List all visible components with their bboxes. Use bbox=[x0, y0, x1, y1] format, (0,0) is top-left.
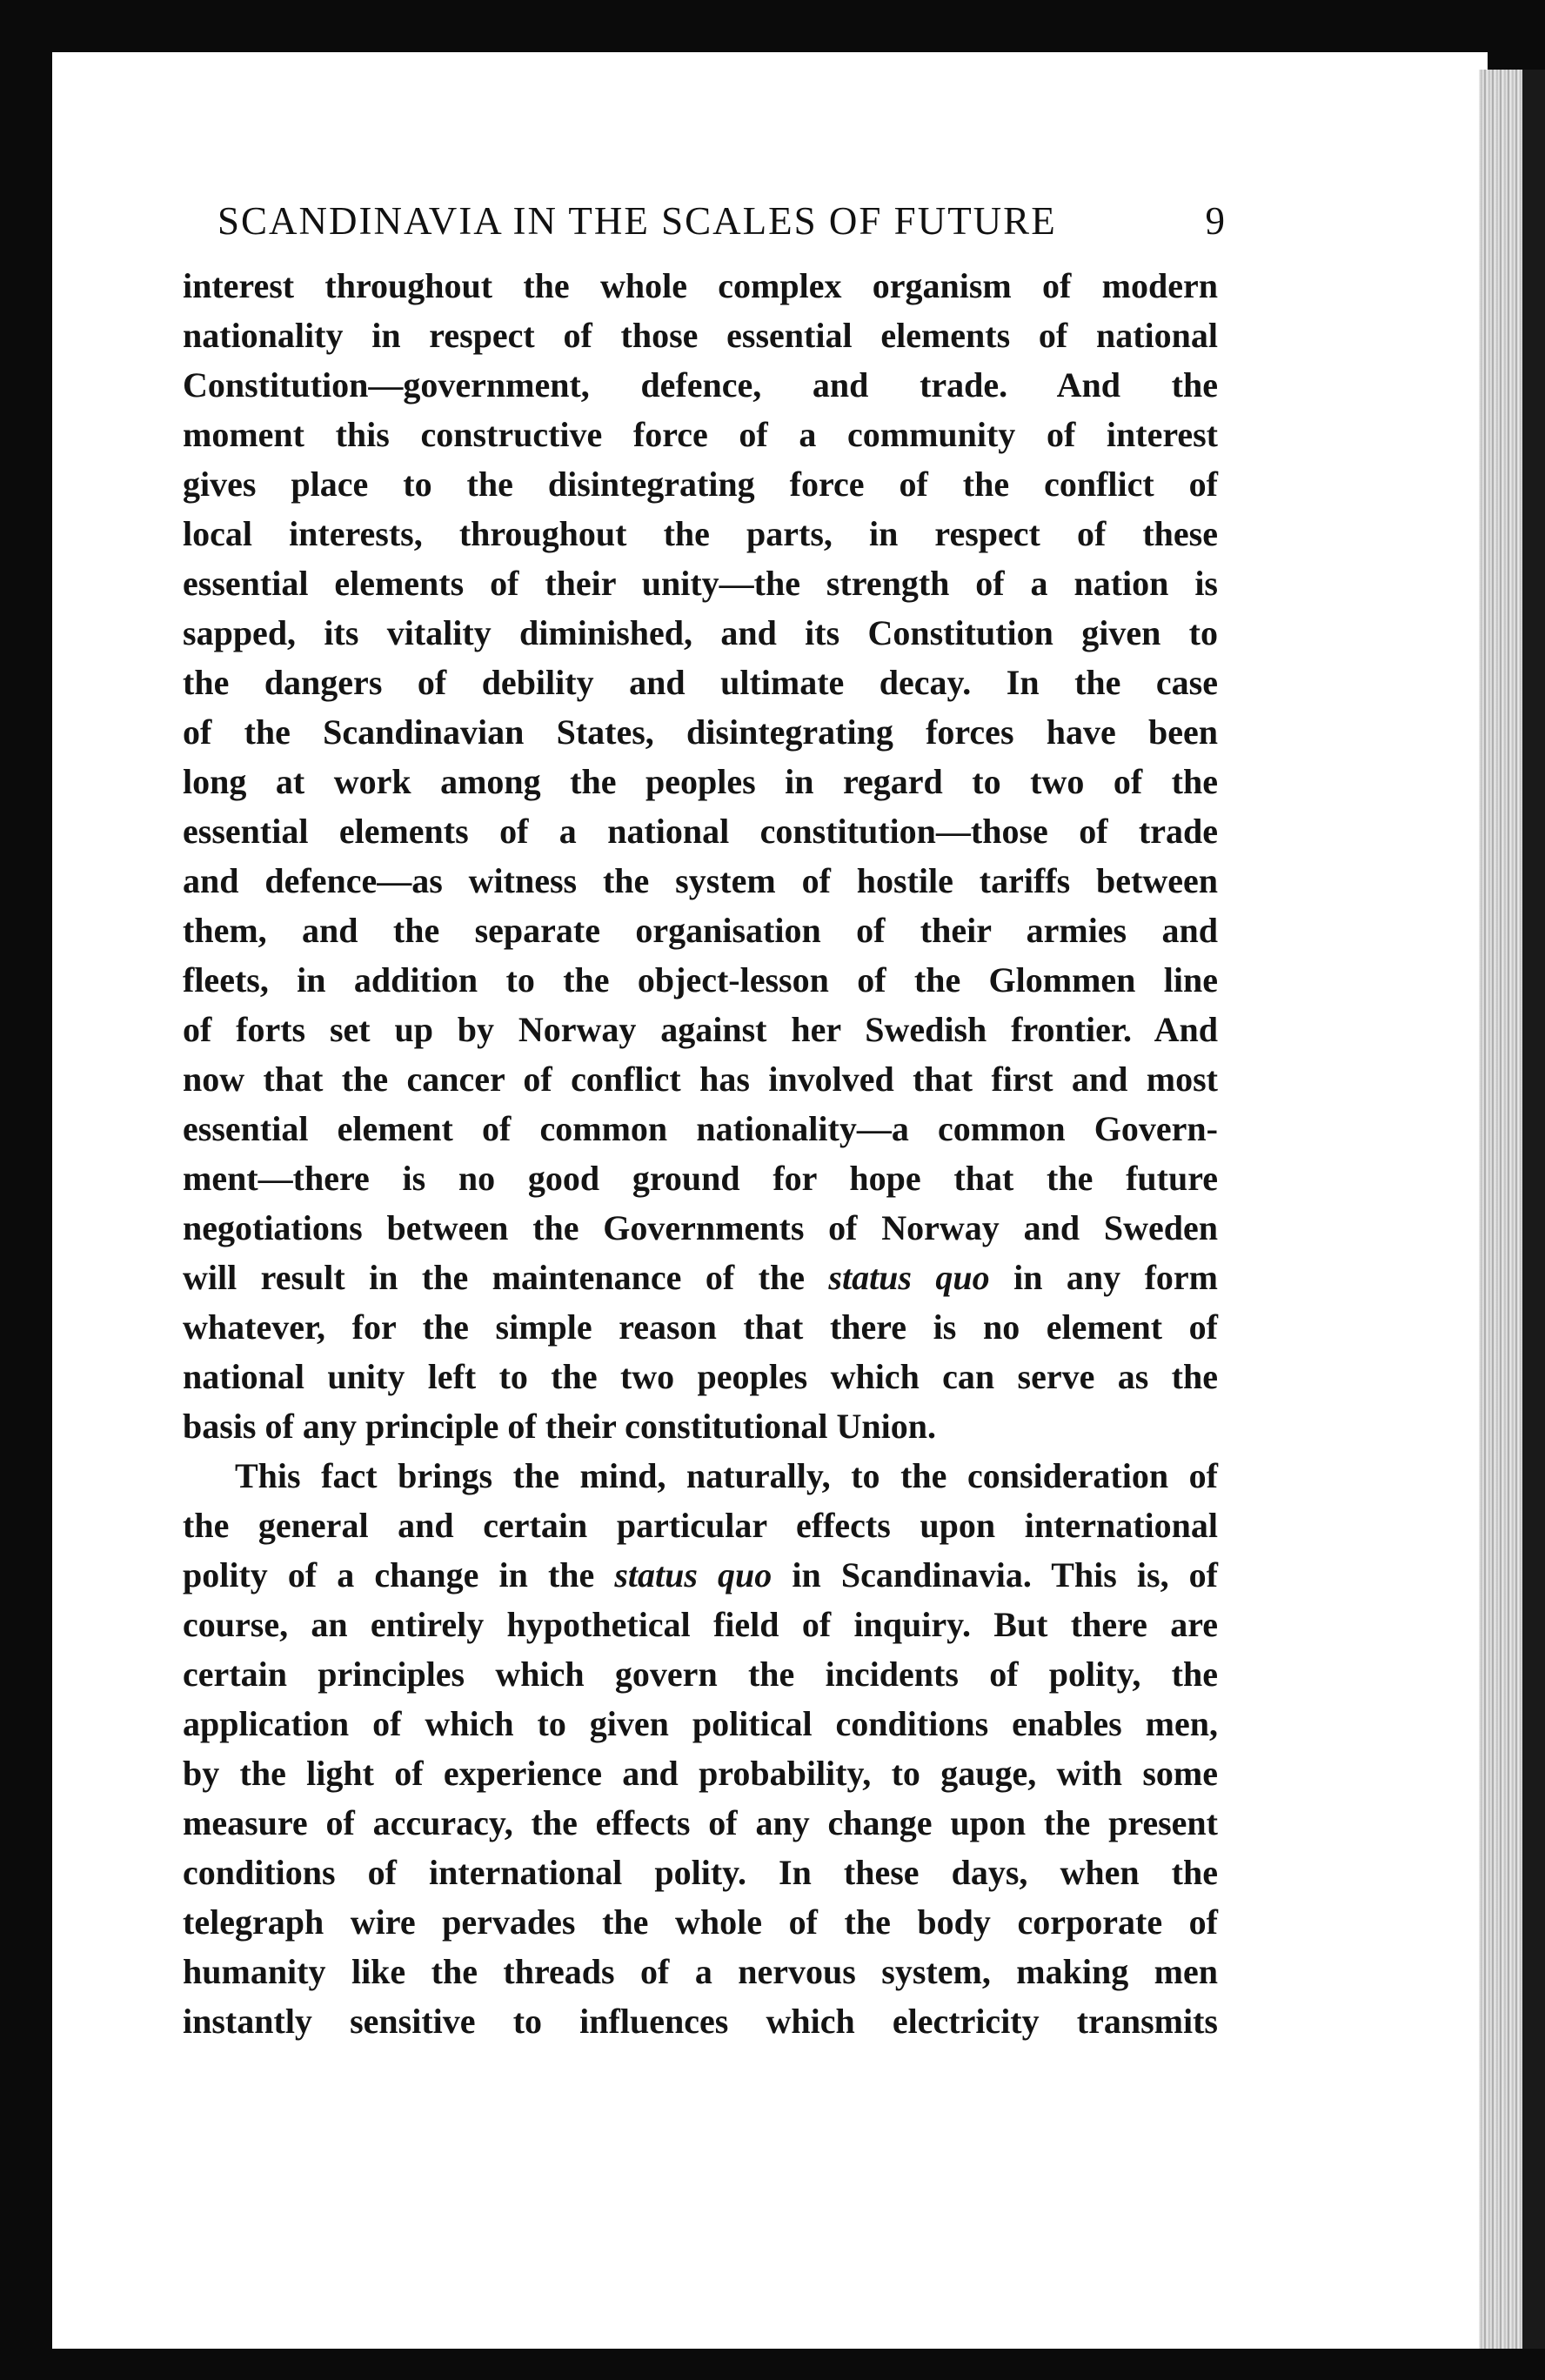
text-line: ment—there is no good ground for hope that the future bbox=[183, 1159, 1218, 1198]
text-line: measure of accuracy, the effects of any change upon the present bbox=[183, 1803, 1218, 1842]
page-number: 9 bbox=[1205, 199, 1227, 243]
text-line: course, an entirely hypothetical field of inquiry. But there are bbox=[183, 1605, 1218, 1644]
text-line: now that the cancer of conflict has involved that first and most bbox=[183, 1060, 1218, 1099]
paragraph bbox=[183, 261, 1218, 1451]
text-line: gives place to the disintegrating force of the conflict of bbox=[183, 465, 1218, 504]
running-head bbox=[217, 198, 1227, 251]
text-line: whatever, for the simple reason that there is no element of bbox=[183, 1307, 1218, 1347]
text-line: telegraph wire pervades the whole of the body corporate of bbox=[183, 1902, 1218, 1942]
text-line: long at work among the peoples in regard to two of the bbox=[183, 762, 1218, 801]
text-line: fleets, in addition to the object-lesson of the Glommen line bbox=[183, 960, 1218, 999]
text-line: them, and the separate organisation of their armies and bbox=[183, 911, 1218, 950]
text-line: instantly sensitive to influences which electricity transmits bbox=[183, 2002, 1218, 2041]
text-run: in Scandinavia. This is, of bbox=[772, 1555, 1218, 1594]
text-run: polity of a change in the bbox=[183, 1555, 615, 1594]
running-head-title: SCANDINAVIA IN THE SCALES OF FUTURE bbox=[217, 199, 1057, 243]
text-line: local interests, throughout the parts, in respect of these bbox=[183, 514, 1218, 553]
italic-phrase: status quo bbox=[828, 1258, 990, 1297]
paragraph bbox=[183, 1451, 1218, 2046]
text-line: and defence—as witness the system of hostile tariffs between bbox=[183, 861, 1218, 900]
text-line: Constitution—government, defence, and trade. And the bbox=[183, 365, 1218, 404]
text-line: essential element of common nationality—a common Govern- bbox=[183, 1109, 1218, 1148]
text-line: by the light of experience and probability, to gauge, with some bbox=[183, 1754, 1218, 1793]
text-line: moment this constructive force of a community of interest bbox=[183, 415, 1218, 454]
text-line: nationality in respect of those essential elements of national bbox=[183, 316, 1218, 355]
page-edges bbox=[1479, 70, 1524, 2349]
text-line: conditions of international polity. In these days, when the bbox=[183, 1853, 1218, 1892]
text-line bbox=[183, 1550, 1218, 1600]
text-line: application of which to given political conditions enables men, bbox=[183, 1704, 1218, 1743]
text-line: the general and certain particular effects upon international bbox=[183, 1506, 1218, 1545]
text-line: essential elements of a national constitution—those of trade bbox=[183, 812, 1218, 851]
text-line: of forts set up by Norway against her Swedish frontier. And bbox=[183, 1010, 1218, 1049]
text-line: the dangers of debility and ultimate decay. In the case bbox=[183, 663, 1218, 702]
text-line: certain principles which govern the incidents of polity, the bbox=[183, 1655, 1218, 1694]
text-line: This fact brings the mind, naturally, to the consideration of bbox=[235, 1456, 1218, 1495]
text-line: basis of any principle of their constitutional Union. bbox=[183, 1407, 937, 1446]
italic-phrase: status quo bbox=[614, 1555, 772, 1594]
text-line: of the Scandinavian States, disintegrating forces have been bbox=[183, 712, 1218, 752]
body-text bbox=[183, 261, 1218, 2046]
text-line bbox=[183, 1253, 1218, 1302]
text-run: will result in the maintenance of the bbox=[183, 1258, 829, 1297]
text-line: essential elements of their unity—the strength of a nation is bbox=[183, 564, 1218, 603]
page-edge-shadow bbox=[1522, 70, 1545, 2349]
text-line: humanity like the threads of a nervous system, making men bbox=[183, 1952, 1218, 1991]
text-line: sapped, its vitality diminished, and its Constitution given to bbox=[183, 613, 1218, 652]
text-run: in any form bbox=[989, 1258, 1218, 1297]
text-line: negotiations between the Governments of Norway and Sweden bbox=[183, 1208, 1218, 1247]
text-line: interest throughout the whole complex organism of modern bbox=[183, 266, 1218, 305]
text-line: national unity left to the two peoples which can serve as the bbox=[183, 1357, 1218, 1396]
